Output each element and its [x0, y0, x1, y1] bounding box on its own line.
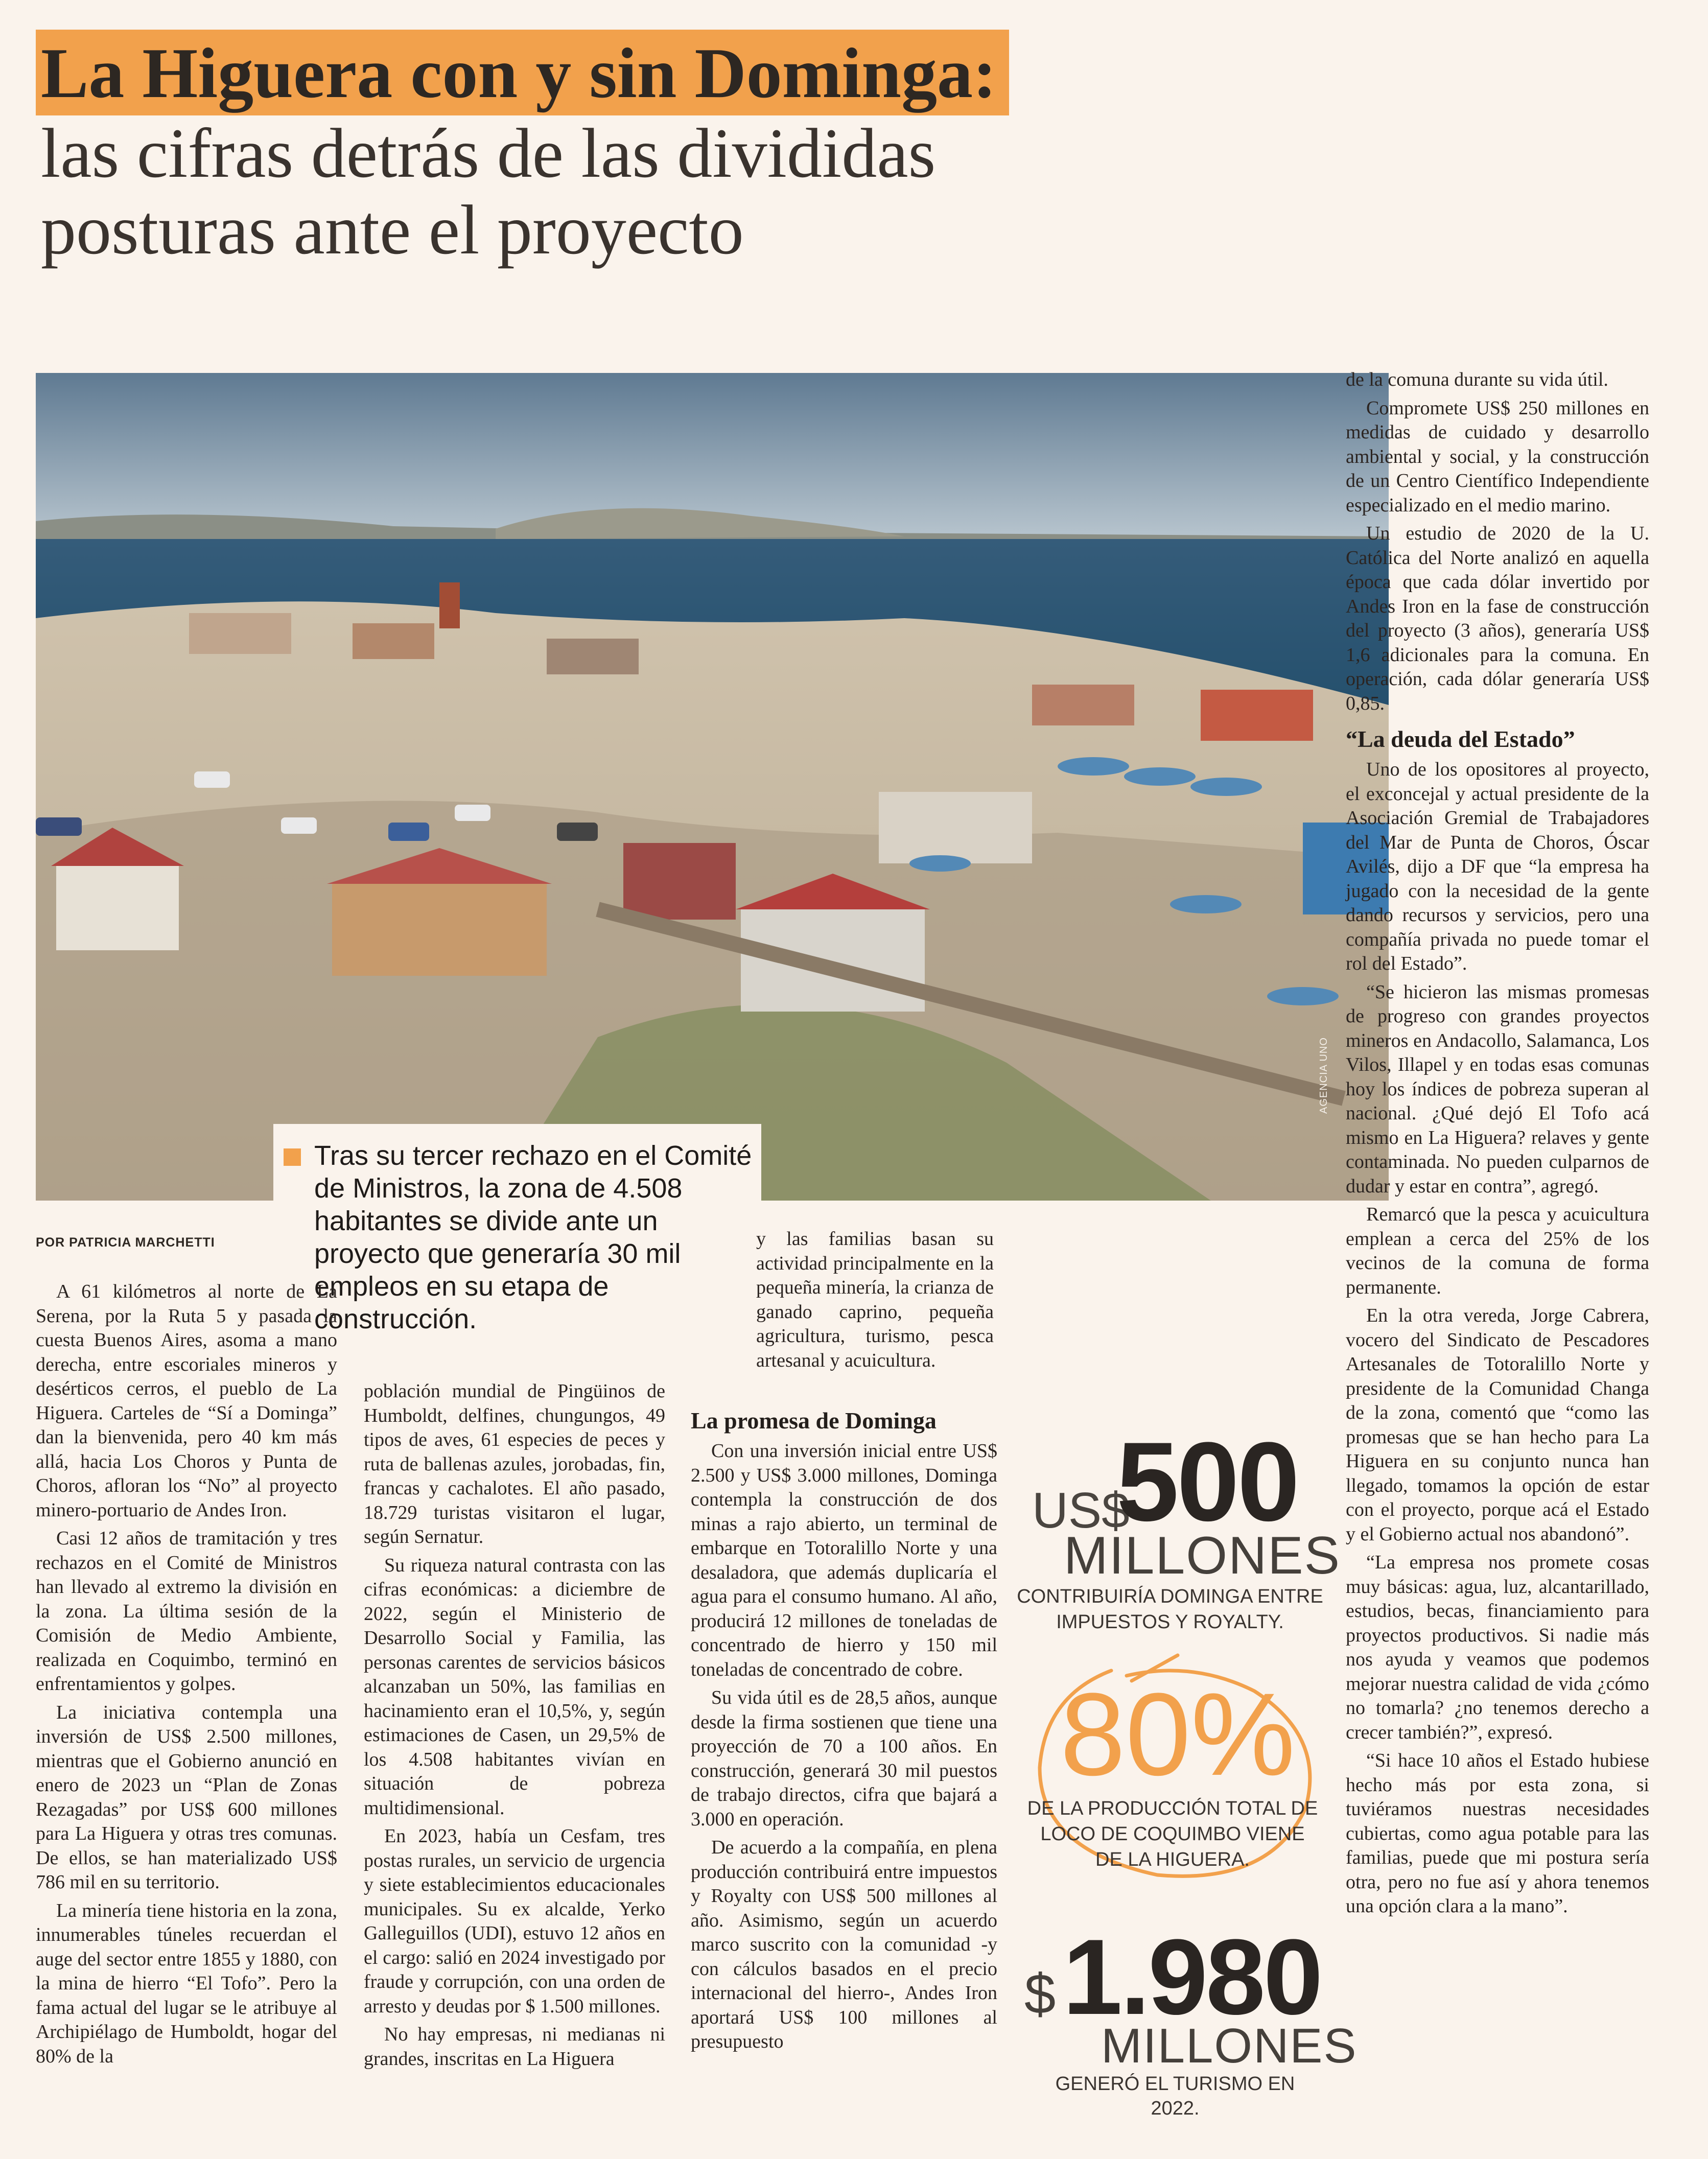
byline: POR PATRICIA MARCHETTI [36, 1235, 215, 1250]
paragraph: Compromete US$ 250 millones en medidas de cuidado y desarrollo ambiental y social, y la construcción de un Centro Científico Independiente especializado en el medio marino. [1346, 397, 1649, 516]
stat-1-unit: MILLONES [1064, 1526, 1341, 1585]
headline-line-3: posturas ante el proyecto [41, 191, 744, 269]
paragraph: La iniciativa contempla una inversión de US$ 2.500 millones, mientras que el Gobierno anunció en enero de 2023 un “Plan de Zonas Rezagadas” por US$ 600 millones para La Higuera y otras tres comunas. De ellos, se han materializado US$ 786 mil en su territorio. [36, 1701, 337, 1893]
stat-1-currency: US$ [1032, 1482, 1130, 1538]
paragraph: “La empresa nos promete cosas muy básicas: agua, luz, alcantarillado, estudios, becas, financiamiento para proyectos productivos. Si nadie más nos ayuda y veamos que podemos mejorar nuestra calidad de vida ¿cómo no tomarla? ¿no tenemos derecho a crecer también?”, expresó. [1346, 1552, 1649, 1743]
body-column-3 [691, 1397, 997, 2058]
stat-1-number: 500 [1116, 1419, 1298, 1544]
paragraph: Casi 12 años de tramitación y tres rechazos en el Comité de Ministros han llevado al extremo la división en la zona. La última sesión de la Comisión de Medio Ambiente, realizada en Coquimbo, terminó en enfrentamientos y golpes. [36, 1528, 337, 1695]
paragraph: Uno de los opositores al proyecto, el exconcejal y actual presidente de la Asociación Gremial de Trabajadores del Mar de Punta de Choros, Óscar Avilés, dijo a DF que “la empresa ha jugado con la necesidad de la gente dando recursos y servicios, pero una compañía privada no puede tomar el rol del Estado”. [1346, 759, 1649, 974]
headline-highlighted: La Higuera con y sin Dominga: [36, 30, 1009, 115]
stat-1-description: CONTRIBUIRÍA DOMINGA ENTRE IMPUESTOS Y ROYALTY. [1017, 1586, 1323, 1633]
paragraph: En la otra vereda, Jorge Cabrera, vocero del Sindicato de Pescadores Artesanales de Totoralillo Norte y presidente de la Comunidad Changa de la zona, comentó que “como las promesas que se han hecho para La Higuera en su conjunto nunca han llegado, tomamos la opción de estar con el proyecto, porque acá el Estado y el Gobierno actual nos abandonó”. [1346, 1305, 1649, 1545]
stat-3-unit: MILLONES [1101, 2019, 1358, 2073]
coastal-village-illustration [36, 373, 1389, 1201]
paragraph: La minería tiene historia en la zona, innumerables túneles recuerdan el auge del sector entre 1855 y 1880, con la mina de hierro “El Tofo”. Pero la fama actual del lugar se le atribuye al Archipiélago de Humboldt, hogar del 80% de la [36, 1899, 337, 2067]
photo-credit: AGENCIA UNO [1318, 1037, 1329, 1114]
paragraph: de la comuna durante su vida útil. [1346, 369, 1608, 390]
body-column-1 [36, 1280, 337, 2073]
stat-3-number: 1.980 [1063, 1917, 1321, 2037]
paragraph: En 2023, había un Cesfam, tres postas rurales, un servicio de urgencia y siete establecimientos educacionales municipales. Su ex alcalde, Yerko Galleguillos (UDI), estuvo 12 años en el cargo: salió en 2024 investigado por fraude y corrupción, con una orden de arresto y deudas por $ 1.500 millones. [364, 1825, 665, 2017]
paragraph: Un estudio de 2020 de la U. Católica del Norte analizó en aquella época que cada dólar invertido por Andes Iron en la fase de construcción del proyecto (3 años), generaría US$ 1,6 adicionales para la comuna. En operación, cada dólar generaría US$ 0,85. [1346, 523, 1649, 714]
stat-3-description: GENERÓ EL TURISMO EN 2022. [1055, 2073, 1295, 2119]
paragraph: Con una inversión inicial entre US$ 2.500 y US$ 3.000 millones, Dominga contempla la construcción de dos minas a rajo abierto, un terminal de embarque en Totoralillo Norte y una desaladora, que además duplicaría el agua para el consumo humano. Al año, producirá 12 millones de toneladas de concentrado de hierro y 150 mil toneladas de concentrado de cobre. [691, 1440, 997, 1680]
headline-line-2: las cifras detrás de las divididas [41, 114, 936, 192]
body-column-4 [1346, 368, 1649, 1923]
paragraph: A 61 kilómetros al norte de La Serena, por la Ruta 5 y pasada la cuesta Buenos Aires, asoma a mano derecha, entre escoriales mineros y desérticos cerros, el pueblo de La Higuera. Carteles de “Sí a Dominga” dan la bienvenida, pero 40 km más allá, hacia Los Choros y Punta de Choros, afloran los “No” al proyecto minero-portuario de Andes Iron. [36, 1281, 337, 1521]
paragraph: y las familias basan su actividad principalmente en la pequeña minería, la crianza de ganado caprino, pequeña agricultura, turismo, pesca artesanal y acuicultura. [756, 1228, 994, 1371]
paragraph: No hay empresas, ni medianas ni grandes, inscritas en La Higuera [364, 2024, 665, 2070]
stat-2-description: DE LA PRODUCCIÓN TOTAL DE LOCO DE COQUIMBO VIENE DE LA HIGUERA. [1027, 1798, 1318, 1870]
paragraph: Remarcó que la pesca y acuicultura emplean a cerca del 25% de los vecinos de la comuna de forma permanente. [1346, 1204, 1649, 1298]
subheading-la-deuda: “La deuda del Estado” [1346, 726, 1575, 752]
caption-bullet-square [284, 1148, 301, 1166]
paragraph: Su vida útil es de 28,5 años, aunque desde la firma sostienen que tiene una proyección de 70 a 100 años. En construcción, generará 30 mil puestos de trabajo directos, cifra que bajará a 3.000 en operación. [691, 1687, 997, 1830]
paragraph: “Se hicieron las mismas promesas de progreso con grandes proyectos mineros en Andacollo, Salamanca, Los Vilos, Illapel y en todas esas comunas hoy los índices de pobreza superan al nacional. ¿Qué dejó El Tofo acá mismo en La Higuera? relaves y gente contaminada. No pueden culparnos de dudar y estar en contra”, agregó. [1346, 981, 1649, 1197]
paragraph: Su riqueza natural contrasta con las cifras económicas: a diciembre de 2022, según el Ministerio de Desarrollo Social y Familia, las personas carentes de servicios básicos alcanzaban un 50%, las familias en hacinamiento eran el 10,5%, y, según estimaciones de Casen, un 29,5% de los 4.508 habitantes vivían en situación de pobreza multidimensional. [364, 1554, 665, 1819]
stat-2-number: 80% [1060, 1669, 1296, 1800]
photo-caption: Tras su tercer rechazo en el Comité de Ministros, la zona de 4.508 habitantes se divide ante un proyecto que generaría 30 mil empleos en su etapa de construcción. [314, 1140, 752, 1334]
body-column-2 [364, 1379, 665, 2075]
body-column-3-top [756, 1227, 994, 1377]
subheading-la-promesa: La promesa de Dominga [691, 1407, 937, 1434]
photo-caption-box [273, 1124, 761, 1349]
stat-3-currency: $ [1024, 1963, 1056, 2026]
paragraph: población mundial de Pingüinos de Humboldt, delfines, chungungos, 49 tipos de aves, 61 especies de peces y ruta de ballenas azules, jorobadas, fin, francas y cachalotes. El año pasado, 18.729 turistas visitaron el lugar, según Sernatur. [364, 1380, 665, 1547]
paragraph: “Si hace 10 años el Estado hubiese hecho más por esta zona, si tuviéramos nuestras necesidades cubiertas, como agua potable para las familias, puede que mi postura sería otra, pero no fue así y ahora tenemos una opción clara a la mano”. [1346, 1750, 1649, 1917]
hero-photo [36, 373, 1389, 1201]
paragraph: De acuerdo a la compañía, en plena producción contribuirá entre impuestos y Royalty con US$ 500 millones al año. Asimismo, según un acuerdo marco suscrito con la comunidad -y con cálculos basados en el precio internacional del hierro-, Andes Iron aportará US$ 100 millones al presupuesto [691, 1837, 997, 2052]
